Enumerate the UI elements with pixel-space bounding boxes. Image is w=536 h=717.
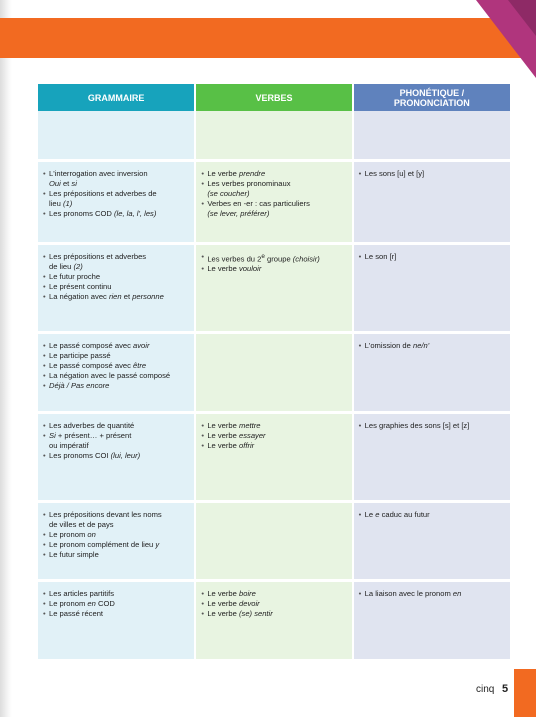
list-item: • Les sons [u] et [y] bbox=[359, 169, 505, 179]
list-item: • Les verbes du 2e groupe (choisir) bbox=[201, 252, 346, 265]
list-item: • Le passé composé avec avoir bbox=[43, 341, 189, 351]
list-item: • Si + présent… + présent ou impératif bbox=[43, 431, 189, 451]
header-phonetique-line2: PRONONCIATION bbox=[393, 97, 470, 108]
table-row bbox=[38, 413, 510, 501]
list-item: • Le passé récent bbox=[43, 609, 189, 619]
list-item: • L'omission de ne/n' bbox=[359, 341, 505, 351]
list-item: • Les articles partitifs bbox=[43, 589, 189, 599]
list-item: • Le verbe prendre bbox=[201, 169, 346, 179]
list-item: • Le son [r] bbox=[359, 252, 505, 262]
list-item: • Verbes en -er : cas particuliers (se lever, préférer) bbox=[201, 199, 346, 219]
cell-phonetique bbox=[353, 333, 510, 413]
cell-phonetique bbox=[353, 243, 510, 332]
cell-phonetique bbox=[353, 580, 510, 660]
grammaire-list bbox=[43, 421, 189, 461]
list-item: • Le pronom on bbox=[43, 530, 189, 540]
phonetique-list bbox=[359, 341, 505, 351]
list-item: • Le participe passé bbox=[43, 351, 189, 361]
verbes-list bbox=[201, 252, 346, 275]
list-item: • Les prépositions et adverbes de lieu (1) bbox=[43, 189, 189, 209]
list-item: • Les graphies des sons [s] et [z] bbox=[359, 421, 505, 431]
cell-grammaire bbox=[38, 111, 195, 160]
header-phonetique-line1: PHONÉTIQUE / bbox=[399, 87, 465, 98]
list-item: • La négation avec rien et personne bbox=[43, 292, 189, 302]
list-item: • Les adverbes de quantité bbox=[43, 421, 189, 431]
cell-verbes bbox=[195, 580, 352, 660]
page-number-word: cinq bbox=[476, 684, 495, 695]
verbes-list bbox=[201, 589, 346, 619]
cell-verbes bbox=[195, 413, 352, 501]
grammaire-list bbox=[43, 589, 189, 619]
grammaire-list bbox=[43, 169, 189, 219]
list-item: • Les prépositions et adverbes de lieu (2) bbox=[43, 252, 189, 272]
list-item: • Les pronoms COI (lui, leur) bbox=[43, 451, 189, 461]
table-row bbox=[38, 111, 510, 160]
cell-phonetique bbox=[353, 501, 510, 580]
header-row bbox=[38, 84, 510, 111]
table-row bbox=[38, 160, 510, 243]
table-row bbox=[38, 501, 510, 580]
list-item: • Les prépositions devant les noms de villes et de pays bbox=[43, 510, 189, 530]
list-item: • Le futur proche bbox=[43, 272, 189, 282]
cell-grammaire bbox=[38, 580, 195, 660]
cell-grammaire bbox=[38, 160, 195, 243]
list-item: • Le verbe mettre bbox=[201, 421, 346, 431]
list-item: • Les verbes pronominaux (se coucher) bbox=[201, 179, 346, 199]
list-item: • Le verbe boire bbox=[201, 589, 346, 599]
phonetique-list bbox=[359, 421, 505, 431]
cell-phonetique bbox=[353, 111, 510, 160]
grammaire-list bbox=[43, 510, 189, 560]
cell-phonetique bbox=[353, 413, 510, 501]
table-row bbox=[38, 243, 510, 332]
cell-verbes bbox=[195, 111, 352, 160]
list-item: • Le verbe devoir bbox=[201, 599, 346, 609]
page-spine-shadow bbox=[0, 0, 12, 717]
header-verbes: VERBES bbox=[195, 84, 352, 111]
cell-grammaire bbox=[38, 413, 195, 501]
header-grammaire: GRAMMAIRE bbox=[38, 84, 195, 111]
grammaire-list bbox=[43, 341, 189, 391]
cell-grammaire bbox=[38, 243, 195, 332]
list-item: • Le pronom complément de lieu y bbox=[43, 540, 189, 550]
cell-verbes bbox=[195, 160, 352, 243]
list-item: • Le verbe essayer bbox=[201, 431, 346, 441]
syllabus-table bbox=[38, 84, 510, 662]
phonetique-list bbox=[359, 169, 505, 179]
list-item: • Le e caduc au futur bbox=[359, 510, 505, 520]
phonetique-list bbox=[359, 252, 505, 262]
list-item: • Le futur simple bbox=[43, 550, 189, 560]
phonetique-list bbox=[359, 589, 505, 599]
verbes-list bbox=[201, 169, 346, 219]
list-item: • La négation avec le passé composé bbox=[43, 371, 189, 381]
cell-verbes bbox=[195, 333, 352, 413]
cell-verbes bbox=[195, 243, 352, 332]
list-item: • Le présent continu bbox=[43, 282, 189, 292]
list-item: • La liaison avec le pronom en bbox=[359, 589, 505, 599]
header-phonetique bbox=[353, 84, 510, 111]
list-item: • Le passé composé avec être bbox=[43, 361, 189, 371]
phonetique-list bbox=[359, 510, 505, 520]
orange-header-band bbox=[0, 18, 536, 58]
grammaire-list bbox=[43, 252, 189, 302]
table-row bbox=[38, 333, 510, 413]
verbes-list bbox=[201, 421, 346, 451]
list-item: • Le verbe (se) sentir bbox=[201, 609, 346, 619]
cell-grammaire bbox=[38, 333, 195, 413]
table-row bbox=[38, 580, 510, 660]
list-item: • Le pronom en COD bbox=[43, 599, 189, 609]
list-item: • Le verbe vouloir bbox=[201, 264, 346, 274]
magenta-corner-flag-shade bbox=[508, 0, 536, 36]
cell-grammaire bbox=[38, 501, 195, 580]
list-item: • Le verbe offrir bbox=[201, 441, 346, 451]
cell-verbes bbox=[195, 501, 352, 580]
list-item: • Déjà / Pas encore bbox=[43, 381, 189, 391]
table-body bbox=[38, 111, 510, 661]
list-item: • Les pronoms COD (le, la, l', les) bbox=[43, 209, 189, 219]
page-number: 5 bbox=[502, 683, 509, 695]
cell-phonetique bbox=[353, 160, 510, 243]
orange-footer-tab bbox=[514, 669, 536, 717]
list-item: • L'interrogation avec inversion Oui et si bbox=[43, 169, 189, 189]
